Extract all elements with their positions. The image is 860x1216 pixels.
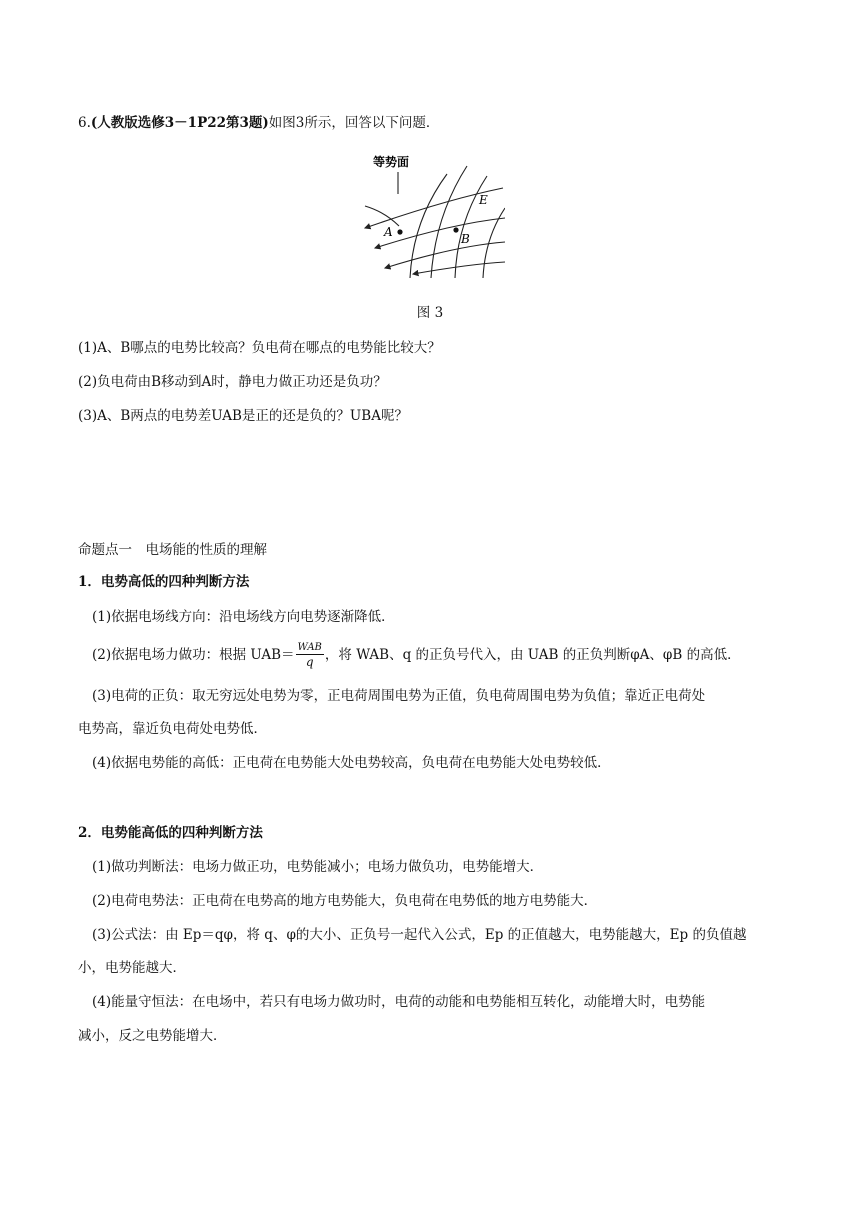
equipotential-figure	[355, 150, 505, 282]
section-2-item-4-line-2: 减小，反之电势能增大．	[78, 1028, 227, 1044]
point-b-dot	[453, 227, 458, 232]
section-2-item-2: (2)电荷电势法：正电荷在电势高的地方电势能大，负电荷在电势低的地方电势能大．	[92, 893, 598, 909]
section-2-item-4-line-1: (4)能量守恒法：在电场中，若只有电场力做功时，电荷的动能和电势能相互转化，动能增大时，电势能	[92, 994, 706, 1010]
section-1-item-1: (1)依据电场线方向：沿电场线方向电势逐渐降低．	[92, 609, 395, 625]
question-part-3: (3)A、B两点的电势差UAB是正的还是负的？UBA呢？	[78, 408, 408, 424]
question-prompt: 如图3所示，回答以下问题．	[268, 115, 440, 131]
topic-heading: 命题点一 电场能的性质的理解	[78, 542, 267, 558]
fraction-numerator: WAB	[297, 642, 322, 653]
work-fraction	[296, 642, 324, 669]
section-1-heading: 1．电势高低的四种判断方法	[78, 574, 250, 590]
field-e-label: E	[479, 193, 488, 207]
equipotential-line	[410, 174, 447, 278]
point-a-label: A	[384, 225, 393, 239]
field-line	[385, 242, 505, 268]
figure-caption: 图 3	[416, 305, 444, 321]
section-1-item-3-line-1: (3)电荷的正负：取无穷远处电势为零，正电荷周围电势为正值，负电荷周围电势为负值；靠近正电荷处	[92, 688, 706, 704]
item-2-post: ，将 WAB、q 的正负号代入，由 UAB 的正负判断φA、φB 的高低．	[324, 647, 741, 663]
question-number: 6.	[78, 115, 91, 131]
equipotential-line	[455, 176, 487, 278]
equipotential-line	[431, 166, 467, 278]
fraction-denominator: q	[305, 655, 314, 669]
section-1-item-2	[92, 642, 741, 669]
point-a-dot	[397, 229, 402, 234]
field-line	[365, 206, 399, 226]
section-2-item-3-line-2: 小，电势能越大．	[78, 960, 186, 976]
question-source: (人教版选修3－1P22第3题)	[90, 115, 269, 131]
point-b-label: B	[461, 232, 470, 246]
question-part-2: (2)负电荷由B移动到A时，静电力做正功还是负功？	[78, 374, 387, 390]
section-1-item-3-line-2: 电势高，靠近负电荷处电势低．	[78, 721, 267, 737]
question-part-1: (1)A、B哪点的电势比较高？负电荷在哪点的电势能比较大？	[78, 340, 441, 356]
item-2-pre: (2)依据电场力做功：根据 UAB＝	[92, 647, 295, 663]
question-6	[78, 113, 439, 133]
section-1-item-4: (4)依据电势能的高低：正电荷在电势能大处电势较高，负电荷在电势能大处电势较低．	[92, 755, 611, 771]
section-2-item-1: (1)做功判断法：电场力做正功，电势能减小；电场力做负功，电势能增大．	[92, 859, 544, 875]
section-2-heading: 2．电势能高低的四种判断方法	[78, 825, 263, 841]
section-2-item-3-line-1: (3)公式法：由 Ep＝qφ，将 q、φ的大小、正负号一起代入公式，Ep 的正值越大，电势能越大，Ep 的负值越	[92, 927, 747, 943]
equipotential-label: 等势面	[373, 155, 410, 169]
field-line	[413, 262, 505, 274]
